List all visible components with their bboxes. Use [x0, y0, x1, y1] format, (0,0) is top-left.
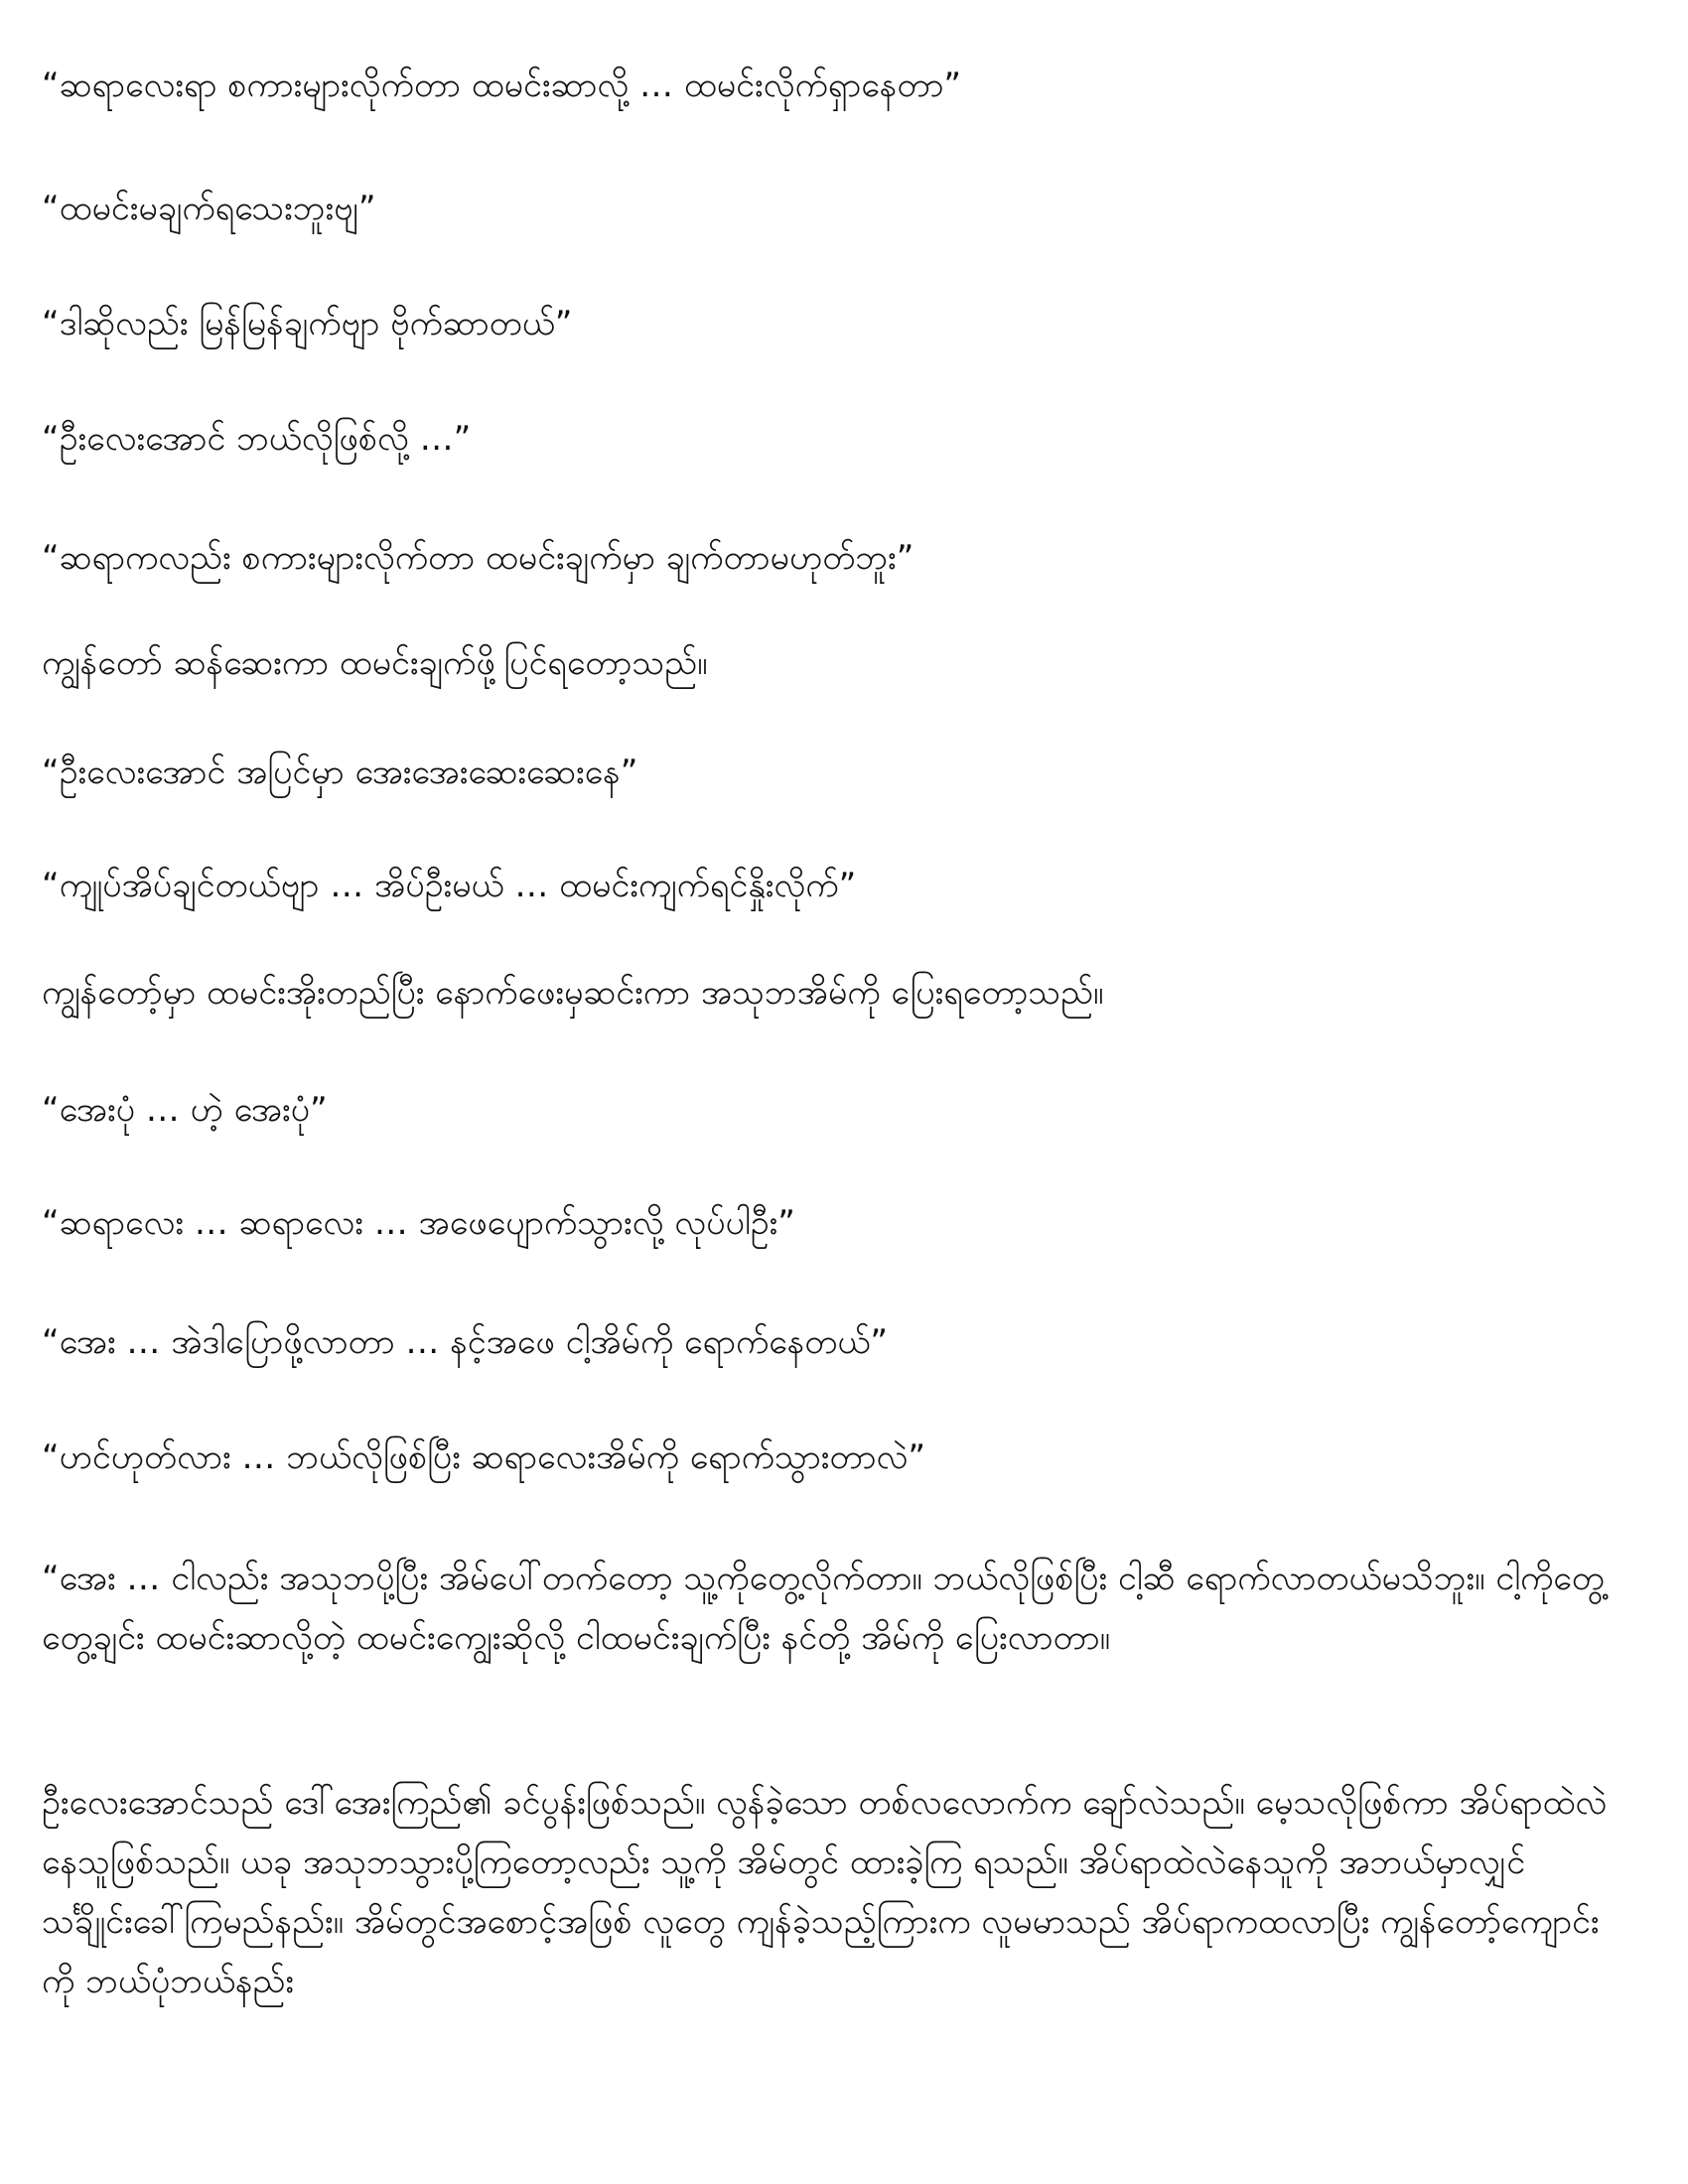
- dialogue-paragraph-12: “အေး … ငါလည်း အသုဘပို့ပြီး အိမ်ပေါ်တက်တော့ သူ့ကိုတွေ့လိုက်တာ။ ဘယ်လိုဖြစ်ပြီး ငါ့ဆီ ရောက်လာတယ်မသိဘူး။ ငါ့ကိုတွေ့တွေ့ချင်း ထမင်းဆာလို့တဲ့ ထမင်းကျွေးဆိုလို့ ငါထမင်းချက်ပြီး နင်တို့ အိမ်ကို ပြေးလာတာ။: [42, 1559, 1605, 1658]
- dialogue-paragraph-7: “ကျုပ်အိပ်ချင်တယ်ဗျာ … အိပ်ဦးမယ် … ထမင်းကျက်ရင်နှိုးလိုက်”: [42, 866, 857, 905]
- dialogue-paragraph-10: “အေး … အဲဒါပြောဖို့လာတာ … နင့်အဖေ ငါ့အိမ်ကို ရောက်နေတယ်”: [42, 1322, 889, 1362]
- narration-paragraph-3: ဦးလေးအောင်သည် ဒေါ်အေးကြည်၏ ခင်ပွန်းဖြစ်သည်။ လွန်ခဲ့သော တစ်လလောက်က ချော်လဲသည်။ မေ့သလိုဖြစ်ကာ အိပ်ရာထဲလဲနေသူဖြစ်သည်။ ယခု အသုဘသွားပို့ကြတော့လည်း သူ့ကို အိမ်တွင် ထားခဲ့ကြ ရသည်။ အိပ်ရာထဲလဲနေသူကို အဘယ်မှာလျှင် သင်္ချိုင်းခေါ်ကြမည်နည်း။ အိမ်တွင်အစောင့်အဖြစ် လူတွေ ကျန်ခဲ့သည့်ကြားက လူမမာသည် အိပ်ရာကထလာပြီး ကျွန်တော့်ကျောင်းကို ဘယ်ပုံဘယ်နည်း: [42, 1783, 1608, 2001]
- narration-paragraph-2: ကျွန်တော့်မှာ ထမင်းအိုးတည်ပြီး နောက်ဖေးမှဆင်းကာ အသုဘအိမ်ကို ပြေးရတော့သည်။: [42, 973, 1104, 1013]
- dialogue-paragraph-2: “ထမင်းမချက်ရသေးဘူးဗျ”: [42, 189, 376, 228]
- dialogue-paragraph-9: “ဆရာလေး … ဆရာလေး … အဖေပျောက်သွားလို့ လုပ်ပါဦး”: [42, 1203, 795, 1243]
- dialogue-paragraph-8: “အေးပုံ … ဟဲ့ အေးပုံ”: [42, 1090, 328, 1130]
- dialogue-paragraph-4: “ဦးလေးအောင် ဘယ်လိုဖြစ်လို့ …”: [42, 419, 472, 459]
- dialogue-paragraph-5: “ဆရာကလည်း စကားများလိုက်တာ ထမင်းချက်မှာ ချက်တာမဟုတ်ဘူး”: [42, 538, 914, 578]
- dialogue-paragraph-6: “ဦးလေးအောင် အပြင်မှာ အေးအေးဆေးဆေးနေ”: [42, 752, 638, 792]
- dialogue-paragraph-3: “ဒါဆိုလည်း မြန်မြန်ချက်ဗျာ ဗိုက်ဆာတယ်”: [42, 304, 573, 343]
- dialogue-paragraph-11: “ဟင်ဟုတ်လား … ဘယ်လိုဖြစ်ပြီး ဆရာလေးအိမ်ကို ရောက်သွားတာလဲ”: [42, 1437, 925, 1477]
- narration-paragraph-1: ကျွန်တော် ဆန်ဆေးကာ ထမင်းချက်ဖို့ပြင်ရတော့သည်။: [42, 643, 708, 683]
- dialogue-paragraph-1: “ဆရာလေးရာ စကားများလိုက်တာ ထမင်းဆာလို့ … ထမင်းလိုက်ရှာနေတာ”: [42, 66, 962, 105]
